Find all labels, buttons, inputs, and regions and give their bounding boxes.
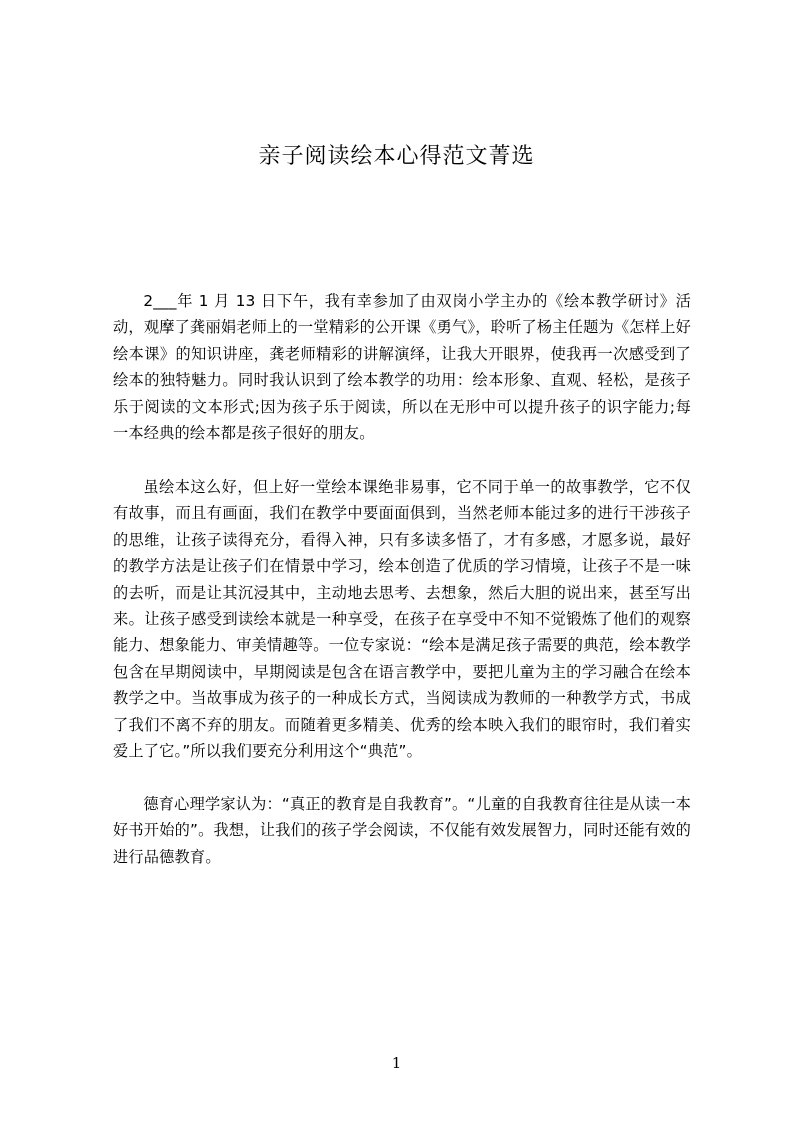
paragraph-3: 德育心理学家认为：“真正的教育是自我教育”。“儿童的自我教育往往是从读一本好书开始的”。我想，让我们的孩子学会阅读，不仅能有效发展智力，同时还能有效的进行品德教育。 — [113, 795, 691, 866]
document-title: 亲子阅读绘本心得范文菁选 — [258, 144, 535, 169]
paragraph-2: 虽绘本这么好，但上好一堂绘本课绝非易事，它不同于单一的故事教学，它不仅有故事，而且有画面，我们在教学中要面面俱到，当然老师本能过多的进行干涉孩子的思维，让孩子读得充分，看得入神，只有多读多悟了，才有多感，才愿多说，最好的教学方法是让孩子们在情景中学习，绘本创造了优质的学习情境，让孩子不是一味的去听，而是让其沉浸其中，主动地去思考、去想象，然后大胆的说出来，甚至写出来。让孩子感受到读绘本就是一种享受，在孩子在享受中不知不觉锻炼了他们的观察能力、想象能力、审美情趣等。一位专家说：“绘本是满足孩子需要的典范，绘本教学包含在早期阅读中，早期阅读是包含在语言教学中，要把儿童为主的学习融合在绘本教学之中。当故事成为孩子的一种成长方式，当阅读成为教师的一种教学方式，书成了我们不离不弃的朋友。而随着更多精美、优秀的绘本映入我们的眼帘时，我们着实爱上了它。”所以我们要充分利用这个“典范”。 — [113, 478, 691, 761]
paragraph-1: 2___年 1 月 13 日下午，我有幸参加了由双岗小学主办的《绘本教学研讨》活动，观摩了龚丽娟老师上的一堂精彩的公开课《勇气》，聆听了杨主任题为《怎样上好绘本课》的知识讲座，龚老师精彩的讲解演绎，让我大开眼界，使我再一次感受到了绘本的独特魅力。同时我认识到了绘本教学的功用：绘本形象、直观、轻松，是孩子乐于阅读的文本形式;因为孩子乐于阅读，所以在无形中可以提升孩子的识字能力;每一本经典的绘本都是孩子很好的朋友。 — [113, 292, 691, 443]
page-number: 1 — [391, 1054, 402, 1072]
